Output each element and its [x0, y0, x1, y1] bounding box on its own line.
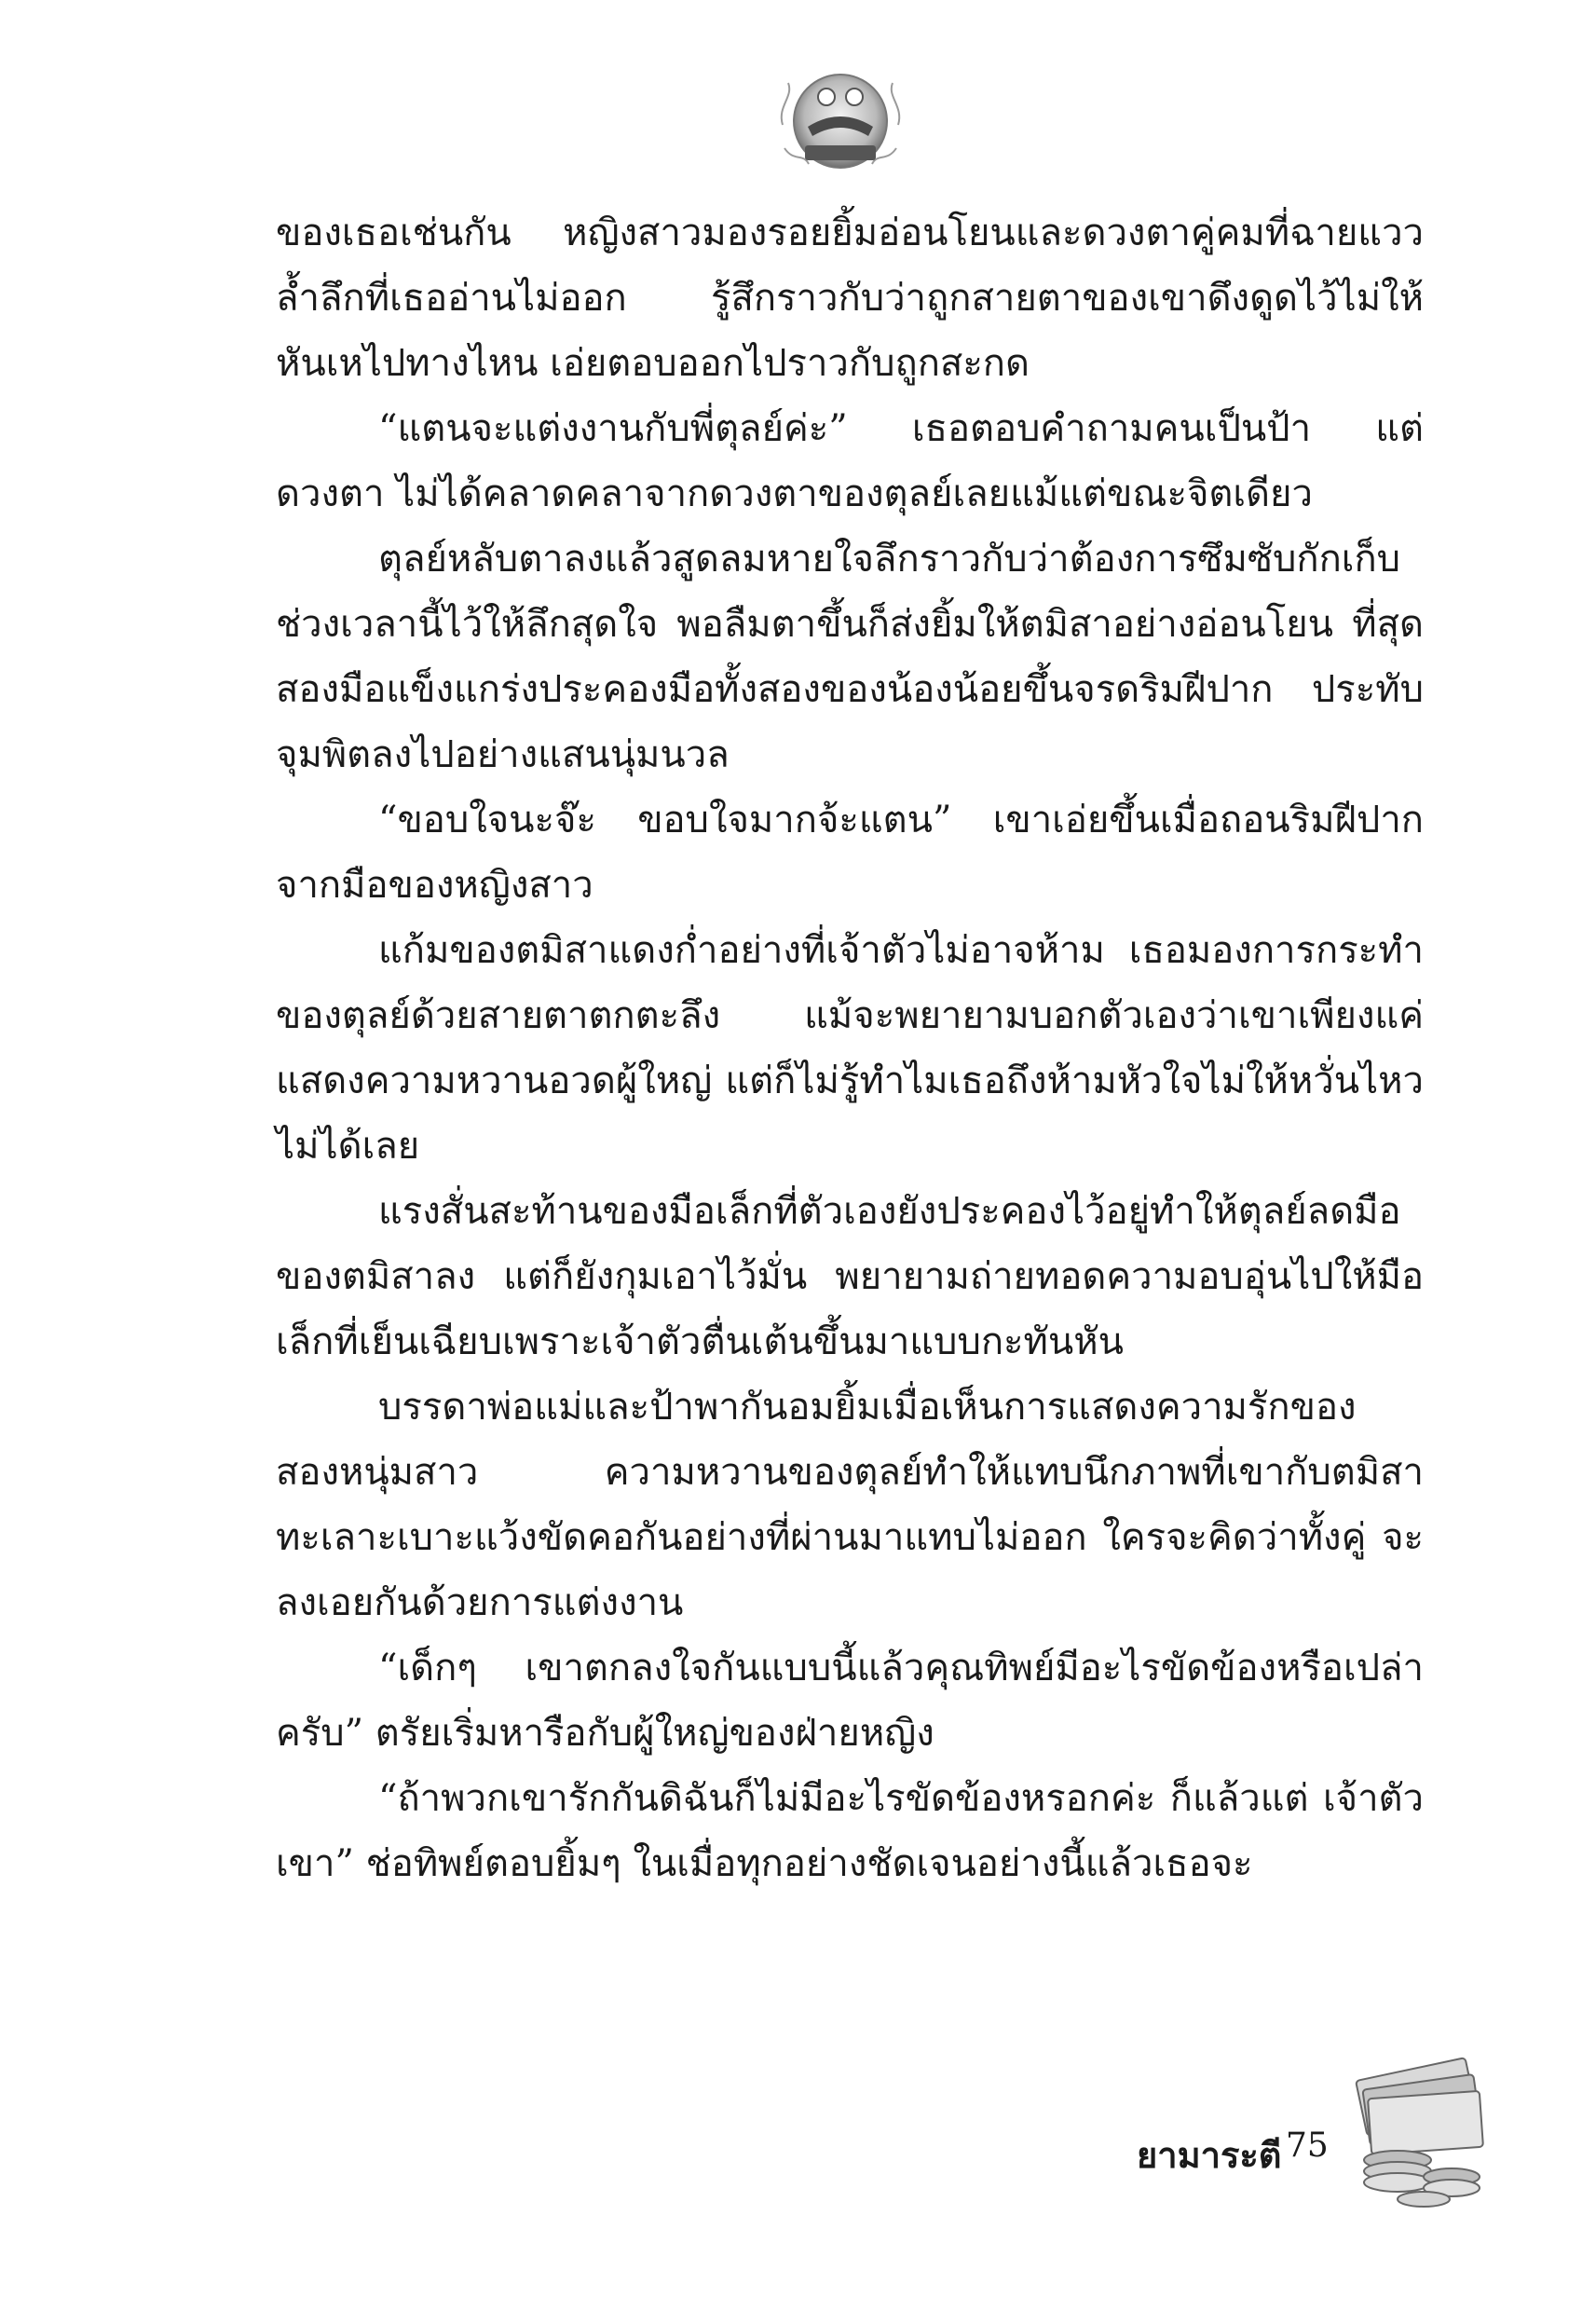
footer-page-number: 75 [1286, 2126, 1329, 2165]
paragraph: “ถ้าพวกเขารักกันดิฉันก็ไม่มีอะไรขัดข้องหรอกค่ะ ก็แล้วแต่ เจ้าตัวเขา” ช่อทิพย์ตอบยิ้มๆ ในเมื่อทุกอย่างชัดเจนอย่างนี้แล้วเธอจะ [276, 1777, 1424, 1885]
paragraph: “ขอบใจนะจ๊ะ ขอบใจมากจ้ะแตน” เขาเอ่ยขึ้นเมื่อถอนริมฝีปาก จากมือของหญิงสาว [276, 799, 1424, 907]
footer-book-title: ยามาระตี [1137, 2135, 1282, 2176]
paragraph: “แตนจะแต่งงานกับพี่ตุลย์ค่ะ” เธอตอบคำถามคนเป็นป้า แต่ดวงตา ไม่ได้คลาดคลาจากดวงตาของตุลย์เลยแม้แต่ขณะจิตเดียว [276, 407, 1424, 515]
paragraph: ของเธอเช่นกัน หญิงสาวมองรอยยิ้มอ่อนโยนและดวงตาคู่คมที่ฉายแวว ล้ำลึกที่เธออ่านไม่ออก รู้สึกราวกับว่าถูกสายตาของเขาดึงดูดไว้ไม่ให้ หันเหไปทางไหน เอ่ยตอบออกไปราวกับถูกสะกด [276, 212, 1424, 385]
money-stack-icon [1342, 2041, 1500, 2208]
paragraph: “เด็กๆ เขาตกลงใจกันแบบนี้แล้วคุณทิพย์มีอะไรขัดข้องหรือเปล่า ครับ” ตรัยเริ่มหารือกับผู้ใหญ่ของฝ่ายหญิง [276, 1647, 1424, 1755]
paragraph: บรรดาพ่อแม่และป้าพากันอมยิ้มเมื่อเห็นการแสดงความรักของ สองหนุ่มสาว ความหวานของตุลย์ทำให้แทบนึกภาพที่เขากับตมิสา ทะเลาะเบาะแว้งขัดคอกันอย่างที่ผ่านมาแทบไม่ออก ใครจะคิดว่าทั้งคู่ จะลงเอยกันด้วยการแต่งงาน [276, 1386, 1424, 1624]
body-text [276, 200, 1424, 1896]
paragraph: ตุลย์หลับตาลงแล้วสูดลมหายใจลึกราวกับว่าต้องการซึมซับกักเก็บ ช่วงเวลานี้ไว้ให้ลึกสุดใจ พอลืมตาขึ้นก็ส่งยิ้มให้ตมิสาอย่างอ่อนโยน ที่สุด สองมือแข็งแกร่งประคองมือทั้งสองของน้องน้อยขึ้นจรดริมฝีปาก ประทับจุมพิตลงไปอย่างแสนนุ่มนวล [276, 538, 1424, 776]
paragraph: แรงสั่นสะท้านของมือเล็กที่ตัวเองยังประคองไว้อยู่ทำให้ตุลย์ลดมือ ของตมิสาลง แต่ก็ยังกุมเอาไว้มั่น พยายามถ่ายทอดความอบอุ่นไปให้มือ เล็กที่เย็นเฉียบเพราะเจ้าตัวตื่นเต้นขึ้นมาแบบกะทันหัน [276, 1190, 1424, 1363]
paragraph: แก้มของตมิสาแดงก่ำอย่างที่เจ้าตัวไม่อาจห้าม เธอมองการกระทำ ของตุลย์ด้วยสายตาตกตะลึง แม้จะพยายามบอกตัวเองว่าเขาเพียงแค่ แสดงความหวานอวดผู้ใหญ่ แต่ก็ไม่รู้ทำไมเธอถึงห้ามหัวใจไม่ให้หวั่นไหว ไม่ได้เลย [276, 929, 1424, 1168]
publisher-logo [775, 60, 906, 181]
